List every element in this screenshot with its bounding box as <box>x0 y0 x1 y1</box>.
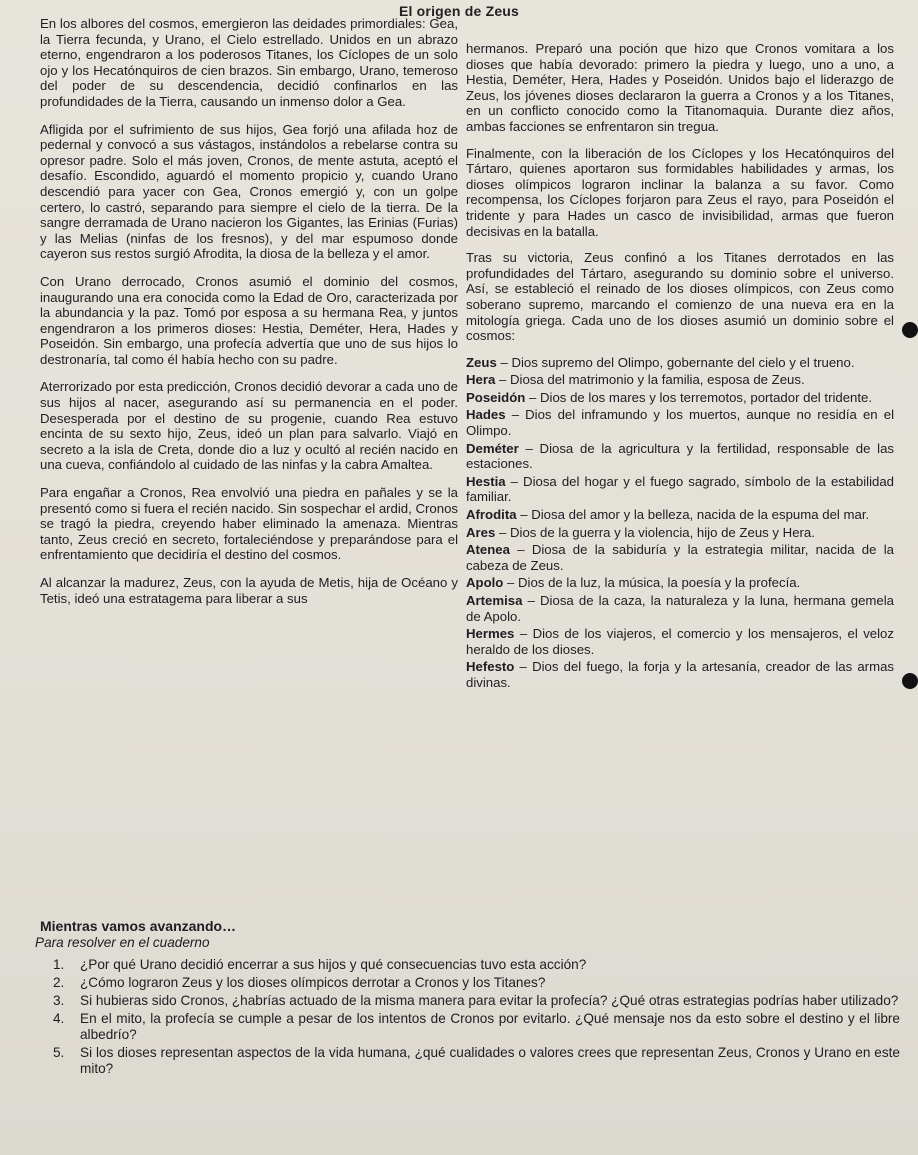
question-item <box>53 1045 900 1077</box>
god-description: – Dios de la guerra y la violencia, hijo de Zeus y Hera. <box>495 524 815 540</box>
god-name: Ares <box>466 524 496 540</box>
paragraph: En los albores del cosmos, emergieron las deidades primordiales: Gea, la Tierra fecunda, y Urano, el Cielo estrellado. Unidos en un abrazo eterno, engendraron a los poderosos Titanes, los Cíclopes de un solo ojo y los Hecatónquiros de cien brazos. Sin embargo, Urano, temeroso del poder de su descendencia, decidió confinarlos en las profundidades de la Tierra, causando un inmenso dolor a Gea. <box>40 16 458 109</box>
god-entry <box>466 659 894 690</box>
god-description: – Dios supremo del Olimpo, gobernante del cielo y el trueno. <box>496 354 855 370</box>
question-number: 5. <box>53 1045 65 1060</box>
god-entry <box>466 575 894 591</box>
paragraph: Con Urano derrocado, Cronos asumió el dominio del cosmos, inaugurando una era conocida como la Edad de Oro, caracterizada por la abundancia y la paz. Tomó por esposa a su hermana Rea, y juntos engendraron a los primeros dioses: Hestia, Deméter, Hera, Hades y Poseidón. Sin embargo, una profecía advertía que uno de sus hijos lo destronaría, tal como él había hecho con su padre. <box>40 273 458 367</box>
god-name: Afrodita <box>466 507 517 523</box>
god-name: Poseidón <box>466 389 526 405</box>
god-entry <box>466 525 894 541</box>
question-item <box>53 993 900 1009</box>
question-number: 1. <box>53 957 65 972</box>
god-entry <box>466 355 894 371</box>
question-item <box>53 975 900 991</box>
god-name: Hestia <box>466 473 506 489</box>
god-entry <box>466 407 894 438</box>
god-name: Deméter <box>466 440 519 456</box>
paragraph: Tras su victoria, Zeus confinó a los Titanes derrotados en las profundidades del Tártaro, asegurando su dominio sobre el universo. Así, se estableció el reinado de los dioses olímpicos, con Zeus como soberano supremo, marcando el comienzo de una nueva era en la mitología griega. Cada uno de los dioses asumió un dominio sobre el cosmos: <box>466 250 894 344</box>
activity-subheading: Para resolver en el cuaderno <box>35 935 210 950</box>
question-item <box>53 957 900 973</box>
god-entry <box>466 372 894 388</box>
god-name: Artemisa <box>466 593 523 608</box>
question-number: 3. <box>53 993 65 1008</box>
paragraph: Aterrorizado por esta predicción, Cronos decidió devorar a cada uno de sus hijos al nacer, asegurando así su permanencia en el poder. Desesperada por el destino de su progenie, cuando Rea estuvo encinta de su sexto hijo, Zeus, ideó un plan para salvarlo. Viajó en secreto a la isla de Creta, donde dio a luz y ocultó al recién nacido en una cueva, confiándolo al cuidado de las ninfas y la cabra Amaltea. <box>40 379 458 473</box>
god-entry <box>466 507 894 523</box>
question-item <box>53 1011 900 1043</box>
question-text: Si los dioses representan aspectos de la vida humana, ¿qué cualidades o valores crees que representan Zeus, Cronos y Urano en este mito? <box>80 1045 900 1076</box>
god-entry <box>466 441 894 472</box>
god-name: Hefesto <box>466 659 515 675</box>
question-number: 2. <box>53 975 65 990</box>
god-name: Zeus <box>466 354 497 370</box>
god-description: – Diosa de la sabiduría y la estrategia militar, nacida de la cabeza de Zeus. <box>466 542 894 573</box>
question-text: Si hubieras sido Cronos, ¿habrías actuado de la misma manera para evitar la profecía? ¿Qué otras estrategias podrías haber utilizado? <box>80 993 899 1008</box>
god-name: Hades <box>466 407 506 423</box>
paragraph: Finalmente, con la liberación de los Cíclopes y los Hecatónquiros del Tártaro, quienes aportaron sus formidables habilidades y armas, los dioses olímpicos lograron inclinar la balanza a su favor. Como recompensa, los Cíclopes forjaron para Zeus el rayo, para Poseidón el tridente y para Hades un casco de invisibilidad, armas que fueron decisivas en la batalla. <box>466 145 894 239</box>
questions-list <box>40 957 900 1077</box>
paragraph: Afligida por el sufrimiento de sus hijos, Gea forjó una afilada hoz de pedernal y convocó a sus vástagos, instándolos a rebelarse contra su opresor padre. Solo el más joven, Cronos, de mente astuta, aceptó el desafío. Escondido, aguardó el momento propicio y, cuando Urano descendió para yacer con Gea, Cronos emergió y, con un golpe certero, lo castró, separando para siempre el cielo de la tierra. De la sangre derramada de Urano nacieron los Gigantes, las Erinias (Furias) y las Melias (ninfas de los fresnos), y del mar espumoso donde cayeron sus restos surgió Afrodita, la diosa de la belleza y el amor. <box>40 121 458 262</box>
paragraph: Para engañar a Cronos, Rea envolvió una piedra en pañales y se la presentó como si fuera el recién nacido. Sin sospechar el ardid, Cronos se tragó la piedra, creyendo haber eliminado la amenaza. Mientras tanto, Zeus creció en secreto, fortaleciéndose y preparándose para el enfrentamiento que decidiría el destino del cosmos. <box>40 485 458 563</box>
god-entry <box>466 626 894 657</box>
god-entry <box>466 474 894 505</box>
question-text: ¿Por qué Urano decidió encerrar a sus hijos y qué consecuencias tuvo esta acción? <box>80 957 587 972</box>
god-entry <box>466 542 894 573</box>
god-description: – Dios de los viajeros, el comercio y los mensajeros, el veloz heraldo de los dioses. <box>466 626 894 657</box>
left-column <box>40 16 458 618</box>
god-name: Atenea <box>466 542 510 558</box>
god-name: Hera <box>466 372 496 388</box>
page-title: El origen de Zeus <box>398 3 520 19</box>
binder-hole-icon <box>902 322 918 338</box>
question-number: 4. <box>53 1011 65 1026</box>
god-description: – Dios de la luz, la música, la poesía y la profecía. <box>503 575 801 591</box>
question-text: En el mito, la profecía se cumple a pesar de los intentos de Cronos por evitarlo. ¿Qué mensaje nos da esto sobre el destino y el libre albedrío? <box>80 1011 900 1042</box>
god-name: Apolo <box>466 575 504 591</box>
god-entry <box>466 593 894 624</box>
god-description: – Dios del fuego, la forja y la artesanía, creador de las armas divinas. <box>466 659 894 690</box>
paragraph: hermanos. Preparó una poción que hizo que Cronos vomitara a los dioses que había devorado: primero la piedra y luego, uno a uno, a Hestia, Deméter, Hera, Hades y Poseidón. Unidos bajo el liderazgo de Zeus, los jóvenes dioses declararon la guerra a Cronos y a los Titanes, en un conflicto conocido como la Titanomaquia. Durante diez años, ambas facciones se enfrentaron sin tregua. <box>466 41 894 134</box>
god-entry <box>466 390 894 406</box>
god-description: – Dios de los mares y los terremotos, portador del tridente. <box>525 389 873 405</box>
god-description: – Diosa del hogar y el fuego sagrado, símbolo de la estabilidad familiar. <box>466 473 894 505</box>
god-description: – Diosa del amor y la belleza, nacida de la espuma del mar. <box>516 507 870 523</box>
activity-section <box>35 918 900 1079</box>
activity-heading: Mientras vamos avanzando… <box>40 918 237 934</box>
binder-hole-icon <box>902 673 918 689</box>
god-description: – Dios del inframundo y los muertos, aunque no residía en el Olimpo. <box>466 407 894 439</box>
gods-list <box>466 355 894 691</box>
god-name: Hermes <box>466 626 515 642</box>
right-column <box>466 41 894 693</box>
question-text: ¿Cómo lograron Zeus y los dioses olímpicos derrotar a Cronos y los Titanes? <box>80 975 546 990</box>
god-description: – Diosa de la caza, la naturaleza y la luna, hermana gemela de Apolo. <box>466 593 894 624</box>
paragraph: Al alcanzar la madurez, Zeus, con la ayuda de Metis, hija de Océano y Tetis, ideó una estratagema para liberar a sus <box>40 575 458 606</box>
god-description: – Diosa del matrimonio y la familia, esposa de Zeus. <box>495 372 805 388</box>
god-description: – Diosa de la agricultura y la fertilidad, responsable de las estaciones. <box>466 440 894 472</box>
